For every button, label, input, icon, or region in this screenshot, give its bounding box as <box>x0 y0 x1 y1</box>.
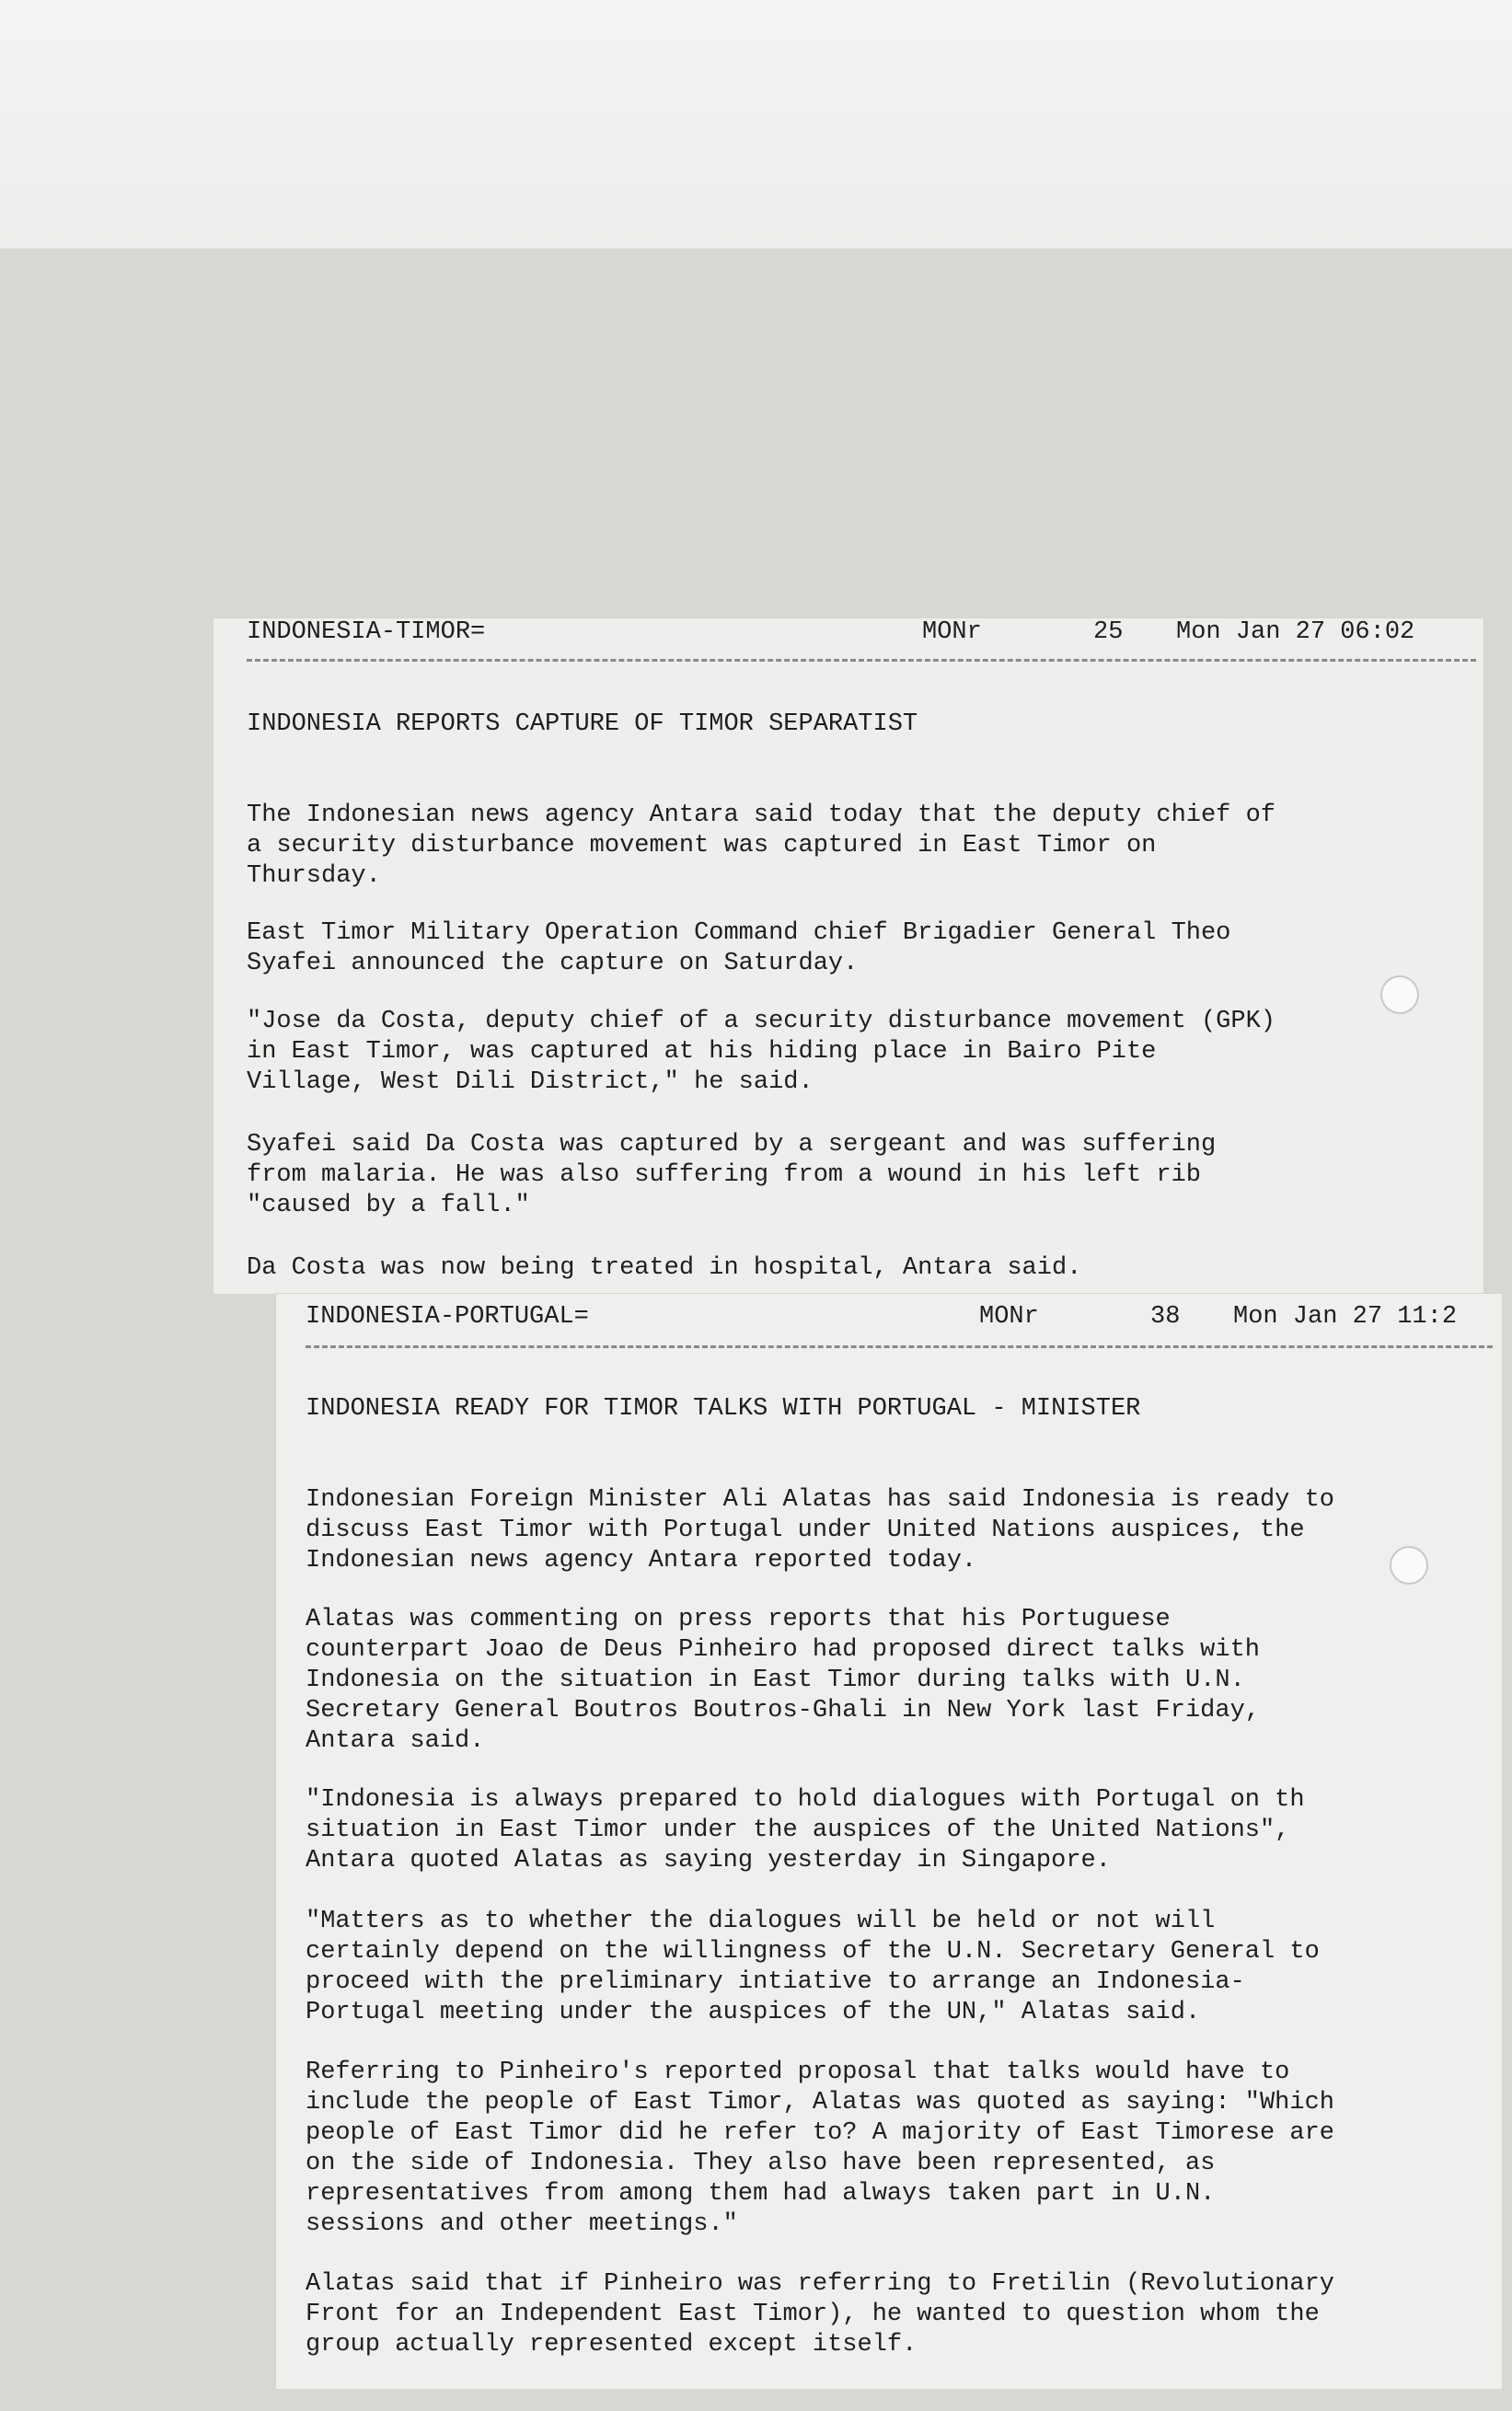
article-1-paragraph-4: Syafei said Da Costa was captured by a sergeant and was suffering from malaria. He was also suffering from a wound in his left rib "caused by a fall." <box>247 1131 1217 1219</box>
article-2-paragraph-4: "Matters as to whether the dialogues will be held or not will certainly depend on the willingness of the U.N. Secretary General to proceed with the preliminary intiative to arrange an Indonesia- Portugal meeting under the auspices of the UN," Alatas said. <box>306 1908 1320 2026</box>
article-2-source: MONr <box>979 1303 1039 1331</box>
article-2-divider <box>306 1345 1493 1351</box>
article-1-paragraph-3: "Jose da Costa, deputy chief of a security disturbance movement (GPK) in East Timor, was captured at his hiding place in Bairo Pite Village, West Dili District," he said. <box>247 1008 1275 1096</box>
article-2-datetime-wrap <box>1233 1303 1457 1331</box>
article-1-paragraph-2: East Timor Military Operation Command chief Brigadier General Theo Syafei announced the capture on Saturday. <box>247 919 1231 977</box>
article-1-number-wrap <box>1093 618 1123 646</box>
article-2-headline: INDONESIA READY FOR TIMOR TALKS WITH PORTUGAL - MINISTER <box>306 1395 1141 1423</box>
article-1-source-wrap <box>922 618 982 646</box>
article-1-divider <box>247 659 1476 664</box>
article-2-number-wrap <box>1150 1303 1180 1331</box>
punch-hole-2 <box>1390 1546 1428 1585</box>
article-1-paragraph-5: Da Costa was now being treated in hospital, Antara said. <box>247 1254 1082 1282</box>
article-1-source: MONr <box>922 618 982 646</box>
article-2-number: 38 <box>1150 1303 1181 1331</box>
background-top <box>0 0 1512 248</box>
article-1-datetime-wrap <box>1176 618 1414 646</box>
article-2-source-wrap <box>979 1303 1039 1331</box>
article-2-datetime: Mon Jan 27 11:2 <box>1233 1303 1458 1331</box>
article-2-paragraph-5: Referring to Pinheiro's reported proposal that talks would have to include the people of East Timor, Alatas was quoted as saying: "Which people of East Timor did he refer to? A majority of East Timorese are on the side of Indonesia. They also have been represented, as representatives from among them had always taken part in U.N. sessions and other meetings." <box>306 2059 1334 2238</box>
article-1-datetime: Mon Jan 27 06:02 <box>1176 618 1415 646</box>
article-1-paragraph-1: The Indonesian news agency Antara said today that the deputy chief of a security disturbance movement was captured in East Timor on Thursday. <box>247 802 1275 890</box>
article-2-slug-wrap <box>306 1303 589 1331</box>
punch-hole-1 <box>1380 975 1419 1014</box>
article-1-header <box>247 618 485 646</box>
article-1-number: 25 <box>1093 618 1124 646</box>
article-1-slug: INDONESIA-TIMOR= <box>247 618 486 646</box>
article-2-paragraph-3: "Indonesia is always prepared to hold dialogues with Portugal on th situation in East Timor under the auspices of the United Nations", Antara quoted Alatas as saying yesterday in Singapore. <box>306 1786 1305 1875</box>
article-2-paragraph-1: Indonesian Foreign Minister Ali Alatas has said Indonesia is ready to discuss East Timor with Portugal under United Nations auspices, the Indonesian news agency Antara reported today. <box>306 1486 1334 1575</box>
article-2-slug: INDONESIA-PORTUGAL= <box>306 1303 589 1331</box>
article-1-headline: INDONESIA REPORTS CAPTURE OF TIMOR SEPARATIST <box>247 710 918 738</box>
article-2-paragraph-2: Alatas was commenting on press reports that his Portuguese counterpart Joao de Deus Pinheiro had proposed direct talks with Indonesia on the situation in East Timor during talks with U.N. Secretary General Boutros Boutros-Ghali in New York last Friday, Antara said. <box>306 1606 1260 1755</box>
article-2-paragraph-6: Alatas said that if Pinheiro was referring to Fretilin (Revolutionary Front for an Independent East Timor), he wanted to question whom the group actually represented except itself. <box>306 2270 1334 2359</box>
